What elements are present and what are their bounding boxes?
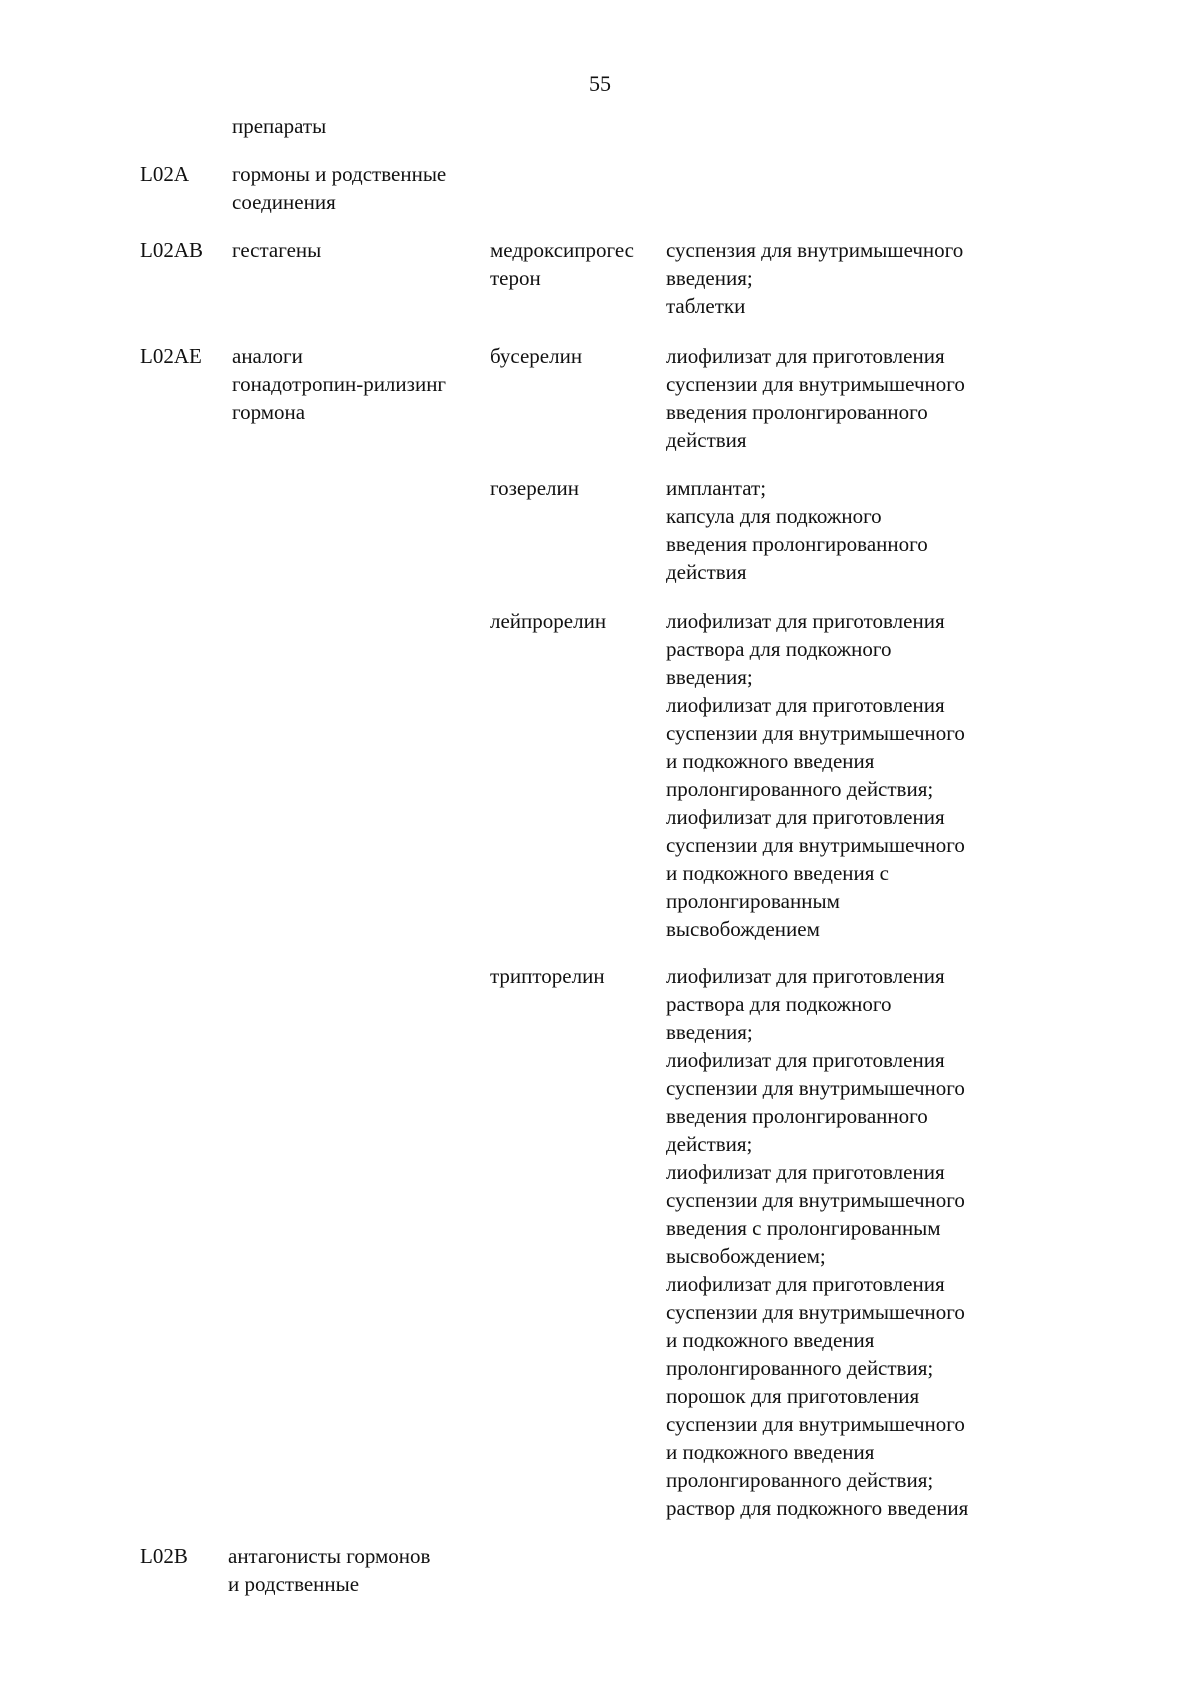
- drug-name: лейпрорелин: [490, 609, 607, 633]
- drug-name: медроксипрогес терон: [490, 238, 634, 290]
- dosage-forms: имплантат; капсула для подкожного введения пролонгированного действия: [666, 476, 928, 584]
- drug-name: бусерелин: [490, 344, 583, 368]
- atc-code: L02AE: [140, 344, 202, 368]
- dosage-forms: лиофилизат для приготовления раствора для подкожного введения; лиофилизат для приготовления суспензии для внутримышечного введения пролонгированного действия; лиофилизат для приготовления суспензии для внутримышечного введения с пролонгированным высвобождением; лиофилизат для приготовления суспензии для внутримышечного и подкожного введения пролонгированного действия; порошок для приготовления суспензии для внутримышечного и подкожного введения пролонгированного действия; раствор для подкожного введения: [666, 964, 969, 1520]
- category-name: гестагены: [232, 238, 322, 262]
- category-name: аналоги гонадотропин-рилизинг гормона: [232, 344, 447, 424]
- dosage-forms: лиофилизат для приготовления раствора для подкожного введения; лиофилизат для приготовления суспензии для внутримышечного и подкожного введения пролонгированного действия; лиофилизат для приготовления суспензии для внутримышечного и подкожного введения с пролонгированным высвобождением: [666, 609, 965, 941]
- dosage-forms: лиофилизат для приготовления суспензии для внутримышечного введения пролонгированного действия: [666, 344, 965, 452]
- drug-name: гозерелин: [490, 476, 579, 500]
- category-name: препараты: [232, 114, 327, 138]
- atc-code: L02A: [140, 162, 189, 186]
- category-name: антагонисты гормонов и родственные: [228, 1544, 431, 1596]
- page-number: 55: [589, 71, 611, 96]
- dosage-forms: суспензия для внутримышечного введения; таблетки: [666, 238, 964, 318]
- atc-code: L02B: [140, 1544, 188, 1568]
- atc-code: L02AB: [140, 238, 203, 262]
- category-name: гормоны и родственные соединения: [232, 162, 447, 214]
- drug-name: трипторелин: [490, 964, 605, 988]
